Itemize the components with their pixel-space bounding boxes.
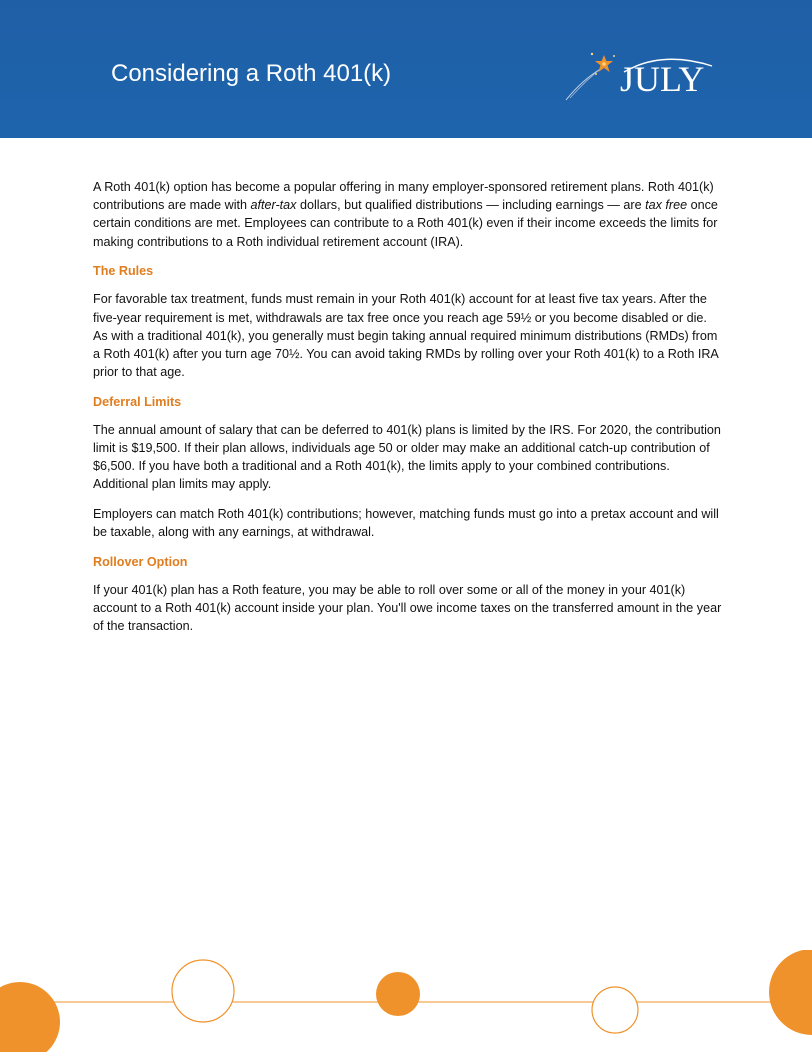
section-heading-rules: The Rules — [93, 264, 154, 279]
page-title: Considering a Roth 401(k) — [111, 60, 392, 87]
footer-circle-filled — [0, 982, 60, 1052]
rollover-paragraph: If your 401(k) plan has a Roth feature, you may be able to roll over some or all of the money in your 401(k) account to a Roth 401(k) account inside your plan. You'll owe income taxes on the transferred amount in the year of the transaction. — [93, 583, 722, 634]
footer-circle-filled — [376, 972, 420, 1016]
article-body — [93, 178, 723, 647]
section-heading-deferral-limits: Deferral Limits — [93, 394, 182, 409]
logo-text: JULY — [620, 59, 705, 99]
footer-decoration — [0, 950, 812, 1052]
intro-text-1: A Roth 401(k) option has become a popular offering in many employer-sponsored retirement plans. Roth 401(k) contributions are made with — [93, 180, 714, 213]
intro-italic-1: after-tax — [250, 198, 297, 213]
footer-circle-outline — [592, 987, 638, 1033]
deferral-paragraph-2: Employers can match Roth 401(k) contributions; however, matching funds must go into a pretax account and will be taxable, along with any earnings, at withdrawal. — [93, 507, 719, 540]
intro-italic-2: tax free — [645, 198, 688, 213]
intro-paragraph — [93, 178, 723, 251]
footer-circle-outline — [172, 960, 234, 1022]
footer-circle-filled — [769, 950, 812, 1035]
page-header — [0, 0, 812, 138]
deferral-paragraph-1: The annual amount of salary that can be deferred to 401(k) plans is limited by the IRS. For 2020, the contribution limit is $19,500. If their plan allows, individuals age 50 or older may make an additional catch-up contribution of $6,500. If you have both a traditional and a Roth 401(k), the limits apply to your combined contributions. Additional plan limits may apply. — [93, 422, 721, 492]
july-logo — [562, 44, 722, 110]
rules-paragraph: For favorable tax treatment, funds must remain in your Roth 401(k) account for at least five tax years. After the five-year requirement is met, withdrawals are tax free once you reach age 59½ or you become disabled or die. As with a traditional 401(k), you generally must begin taking annual required minimum distributions (RMDs) from a Roth 401(k) after you turn age 70½. You can avoid taking RMDs by rolling over your Roth 401(k) to a Roth IRA prior to that age. — [93, 292, 719, 380]
intro-text-3: once certain conditions are met. Employees can contribute to a Roth 401(k) even if their income exceeds the limits for making contributions to a Roth individual retirement account (IRA). — [93, 198, 718, 249]
section-heading-rollover-option: Rollover Option — [93, 555, 188, 570]
intro-text-2: dollars, but qualified distributions — including earnings — are — [296, 198, 646, 213]
